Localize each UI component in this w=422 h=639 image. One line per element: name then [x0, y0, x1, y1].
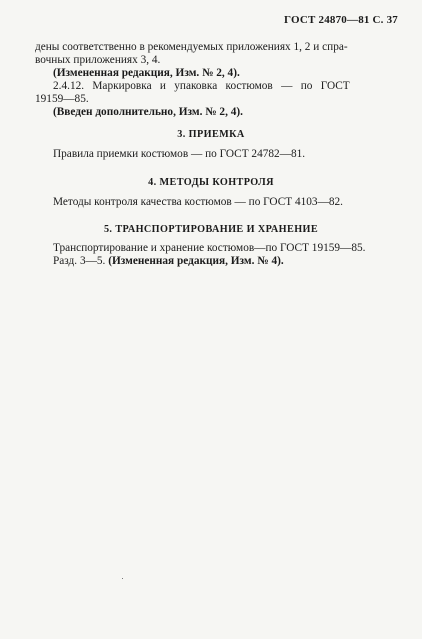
intro-line-2: вочных приложениях 3, 4.: [35, 54, 161, 66]
section-4-body: Методы контроля качества костюмов — по ГОСТ 4103—82.: [53, 196, 344, 208]
section-5-line-2: [53, 255, 409, 268]
section-5-line-1: Транспортирование и хранение костюмов—по ГОСТ 19159—85.: [53, 242, 366, 254]
amendment-note-3: (Измененная редакция, Изм. № 4).: [108, 255, 284, 267]
section-3-body: Правила приемки костюмов — по ГОСТ 24782—81.: [53, 148, 306, 160]
section-4-title: 4. МЕТОДЫ КОНТРОЛЯ: [148, 177, 274, 188]
clause-2-4-12-continuation: 19159—85.: [35, 93, 89, 105]
section-3-title: 3. ПРИЕМКА: [177, 129, 245, 140]
intro-line-1: дены соответственно в рекомендуемых приложениях 1, 2 и спра-: [35, 41, 348, 53]
scan-speck: [122, 578, 123, 579]
intro-paragraphs: [35, 41, 391, 119]
section-5-body: [53, 242, 409, 268]
page-header: ГОСТ 24870—81 С. 37: [284, 14, 398, 26]
amendment-note-1: (Измененная редакция, Изм. № 2, 4).: [53, 67, 240, 79]
amendment-note-2: (Введен дополнительно, Изм. № 2, 4).: [53, 106, 243, 118]
clause-2-4-12: 2.4.12. Маркировка и упаковка костюмов — по ГОСТ: [53, 80, 350, 92]
section-5-line-2-plain: Разд. 3—5.: [53, 255, 109, 267]
section-5-title: 5. ТРАНСПОРТИРОВАНИЕ И ХРАНЕНИЕ: [103, 224, 319, 235]
